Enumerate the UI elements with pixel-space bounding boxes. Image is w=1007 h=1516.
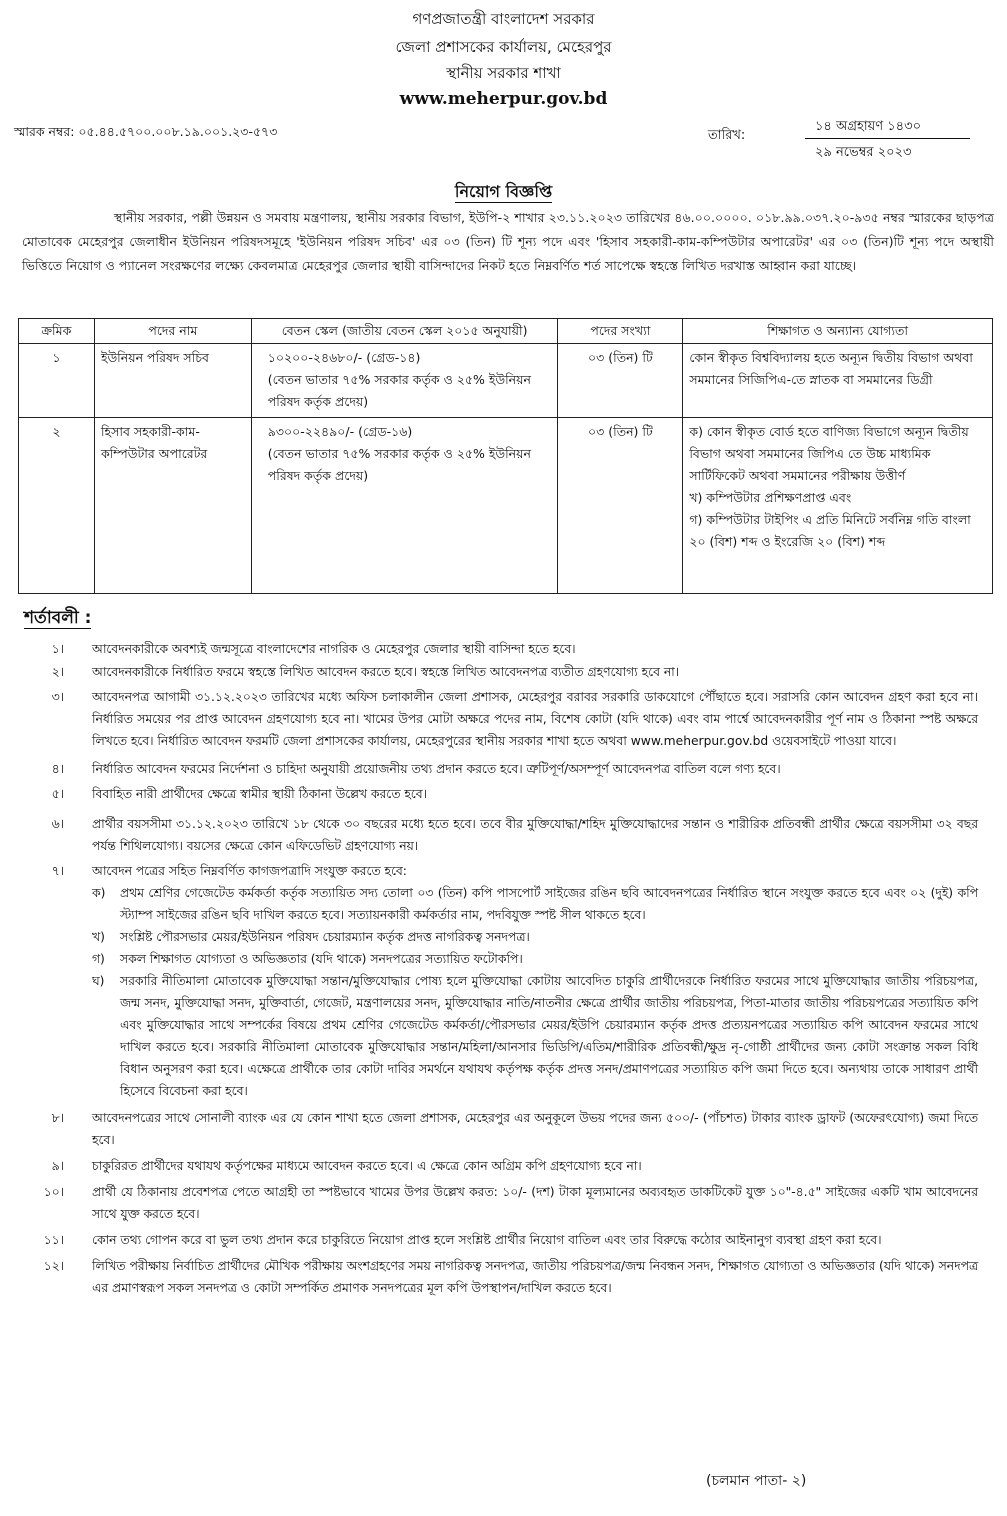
condition-text: চাকুরিরত প্রার্থীদের যথাযথ কর্তৃপক্ষের মাধ্যমে আবেদন করতে হবে। এ ক্ষেত্রে কোন অগ্রিম কপি গ্রহণযোগ্য হবে না। <box>92 1159 642 1173</box>
row-serial: ২ <box>19 418 95 594</box>
sub-condition-item <box>92 948 978 970</box>
header-scale: বেতন স্কেল (জাতীয় বেতন স্কেল ২০১৫ অনুযায়ী) <box>251 319 558 344</box>
condition-number: ২। <box>51 665 64 679</box>
condition-text: প্রার্থী যে ঠিকানায় প্রবেশপত্র পেতে আগ্রহী তা স্পষ্টভাবে খামের উপর উল্লেখ করত: ১০/- (দশ) টাকা মূল্যমানের অব্যবহৃত ডাকটিকেট যুক্ত ১০"-৪.৫" সাইজের একটি খাম আবেদনের সাথে যুক্ত করতে হবে। <box>92 1185 978 1221</box>
scale-note: (বেতন ভাতার ৭৫% সরকার কর্তৃক ও ২৫% ইউনিয়ন পরিষদ কর্তৃক প্রদেয়) <box>267 372 531 409</box>
sub-condition-number: ক) <box>92 886 106 900</box>
date-bangla: ১৪ অগ্রহায়ণ ১৪৩০ <box>815 119 922 134</box>
header-section: স্থানীয় সরকার শাখা <box>446 64 561 82</box>
row-count: ০৩ (তিন) টি <box>558 418 683 594</box>
condition-text: আবেদনপত্র আগামী ৩১.১২.২০২৩ তারিখের মধ্যে অফিস চলাকালীন জেলা প্রশাসক, মেহেরপুর বরাবর সরকারি ডাকযোগে পৌঁছাতে হবে। সরাসরি কোন আবেদন গ্রহণ করা হবে না। নির্ধারিত সময়ের পর প্রাপ্ত আবেদন গ্রহণযোগ্য হবে না। খামের উপর মোটা অক্ষরে পদের নাম, বিশেষ কোটা (যদি থাকে) এবং বাম পার্শ্বে আবেদনকারীর পূর্ণ নাম ও ঠিকানা স্পষ্ট অক্ষরে লিখতে হবে। নির্ধারিত আবেদন ফরমটি জেলা প্রশাসকের কার্যালয়, মেহেরপুরের স্থানীয় সরকার শাখা হতে অথবা www.meherpur.gov.bd ওয়েবসাইটে পাওয়া যাবে। <box>92 690 978 748</box>
condition-number: ১২। <box>43 1259 64 1273</box>
condition-item <box>30 1229 978 1251</box>
condition-text: প্রার্থীর বয়সসীমা ৩১.১২.২০২৩ তারিখে ১৮ থেকে ৩০ বছরের মধ্যে হতে হবে। তবে বীর মুক্তিযোদ্ধা/শহিদ মুক্তিযোদ্ধাদের সন্তান ও শারীরিক প্রতিবন্ধী প্রার্থীর ক্ষেত্রে বয়সসীমা ৩২ বছর পর্যন্ত শিথিলযোগ্য। বয়সের ক্ষেত্রে কোন এফিডেভিট গ্রহণযোগ্য নয়। <box>92 817 978 853</box>
condition-number: ৭। <box>51 864 64 878</box>
notice-title <box>0 179 1007 206</box>
date-english: ২৯ নভেম্বর ২০২৩ <box>815 145 912 160</box>
sub-condition-text: প্রথম শ্রেণির গেজেটেড কর্মকর্তা কর্তৃক সত্যায়িত সদ্য তোলা ০৩ (তিন) কপি পাসপোর্ট সাইজের রঙিন ছবি আবেদনপত্রের নির্ধারিত স্থানে সংযুক্ত করতে হবে এবং ০২ (দুই) কপি স্ট্যাম্প সাইজের রঙিন ছবি দাখিল করতে হবে। সত্যায়নকারী কর্মকর্তার নাম, পদবিযুক্ত স্পষ্ট সীল থাকতে হবে। <box>120 886 978 922</box>
date-divider <box>805 138 970 139</box>
condition-item <box>30 1155 978 1177</box>
condition-text: নির্ধারিত আবেদন ফরমের নির্দেশনা ও চাহিদা অনুযায়ী প্রয়োজনীয় তথ্য প্রদান করতে হবে। ত্রুটিপূর্ণ/অসম্পূর্ণ আবেদনপত্র বাতিল বলে গণ্য হবে। <box>92 762 781 776</box>
header-count: পদের সংখ্যা <box>558 319 683 344</box>
qualification-item: ক) কোন স্বীকৃত বোর্ড হতে বাণিজ্য বিভাগে অন্যূন দ্বিতীয় বিভাগ অথবা সমমানের জিপিএ তে উচ্চ মাধ্যমিক সার্টিফিকেট অথবা সমমানের পরীক্ষায় উত্তীর্ণ <box>689 424 969 483</box>
row-count: ০৩ (তিন) টি <box>558 344 683 418</box>
scale-value: ৯৩০০-২২৪৯০/- (গ্রেড-১৬) <box>267 424 413 439</box>
header-post: পদের নাম <box>94 319 251 344</box>
conditions-title-text: শর্তাবলী : <box>24 608 92 628</box>
condition-item <box>30 813 978 857</box>
condition-number: ৮। <box>51 1111 64 1125</box>
condition-item <box>30 783 978 805</box>
conditions-list <box>30 638 978 1299</box>
condition-item <box>30 1181 978 1225</box>
condition-text: বিবাহিত নারী প্রার্থীদের ক্ষেত্রে স্বামীর স্থায়ী ঠিকানা উল্লেখ করতে হবে। <box>92 787 427 801</box>
row-scale <box>251 418 558 594</box>
condition-text: আবেদনপত্রের সাথে সোনালী ব্যাংক এর যে কোন শাখা হতে জেলা প্রশাসক, মেহেরপুর এর অনুকূলে উভয় পদের জন্য ৫০০/- (পাঁচশত) টাকার ব্যাংক ড্রাফট (অফেরৎযোগ্য) জমা দিতে হবে। <box>92 1111 978 1147</box>
scale-note: (বেতন ভাতার ৭৫% সরকার কর্তৃক ও ২৫% ইউনিয়ন পরিষদ কর্তৃক প্রদেয়) <box>267 446 531 483</box>
condition-text: আবেদনকারীকে অবশ্যই জন্মসূত্রে বাংলাদেশের নাগরিক ও মেহেরপুর জেলার স্থায়ী বাসিন্দা হতে হবে। <box>92 642 576 656</box>
condition-number: ৫। <box>51 787 64 801</box>
posts-table <box>18 318 993 594</box>
notice-title-text: নিয়োগ বিজ্ঞপ্তি <box>454 182 553 201</box>
row-serial: ১ <box>19 344 95 418</box>
condition-number: ৬। <box>51 817 64 831</box>
header-office: জেলা প্রশাসকের কার্যালয়, মেহেরপুর <box>395 38 612 56</box>
row-scale <box>251 344 558 418</box>
condition-text: আবেদন পত্রের সহিত নিম্নবর্ণিত কাগজপত্রাদি সংযুক্ত করতে হবে: <box>92 864 407 878</box>
row-post: হিসাব সহকারী-কাম-কম্পিউটার অপারেটর <box>94 418 251 594</box>
sub-condition-text: সংশ্লিষ্ট পৌরসভার মেয়র/ইউনিয়ন পরিষদ চেয়ারম্যান কর্তৃক প্রদত্ত নাগরিকত্ব সনদপত্র। <box>120 930 530 944</box>
condition-text: আবেদনকারীকে নির্ধারিত ফরমে স্বহস্তে লিখিত আবেদন করতে হবে। স্বহস্তে লিখিত আবেদনপত্র ব্যতীত গ্রহণযোগ্য হবে না। <box>92 665 680 679</box>
memo-number: স্মারক নম্বর: ০৫.৪৪.৫৭০০.০০৮.১৯.০০১.২৩-৫৭৩ <box>14 124 278 139</box>
header-government: গণপ্রজাতন্ত্রী বাংলাদেশ সরকার <box>412 10 595 28</box>
condition-item <box>30 1255 978 1299</box>
qualification-item: কোন স্বীকৃত বিশ্ববিদ্যালয় হতে অন্যূন দ্বিতীয় বিভাগ অথবা সমমানের সিজিপিএ-তে স্নাতক বা সমমানের ডিগ্রী <box>689 350 973 387</box>
continued-marker: (চলমান পাতা- ২) <box>706 1473 807 1489</box>
condition-item <box>30 1107 978 1151</box>
header-website[interactable]: www.meherpur.gov.bd <box>399 89 608 109</box>
row-qualification <box>683 344 993 418</box>
sub-condition-number: খ) <box>92 930 105 944</box>
header-qualification: শিক্ষাগত ও অন্যান্য যোগ্যতা <box>683 319 993 344</box>
sub-condition-text: সকল শিক্ষাগত যোগ্যতা ও অভিজ্ঞতার (যদি থাকে) সনদপত্রের সত্যায়িত ফটোকপি। <box>120 952 523 966</box>
condition-number: ১। <box>51 642 64 656</box>
date-label: তারিখ: <box>708 128 746 143</box>
condition-item <box>30 661 978 683</box>
sub-condition-text: সরকারি নীতিমালা মোতাবেক মুক্তিযোদ্ধা সন্তান/মুক্তিযোদ্ধার পোষ্য হলে মুক্তিযোদ্ধা কোটায় আবেদিত চাকুরি প্রার্থীদেরকে নির্ধারিত ফরমের সাথে মুক্তিযোদ্ধার জাতীয় পরিচয়পত্র, জন্ম সনদ, মুক্তিযোদ্ধা সনদ, মুক্তিবার্তা, গেজেট, মন্ত্রণালয়ের সনদ, মুক্তিযোদ্ধার নাতি/নাতনীর ক্ষেত্রে প্রার্থীর জাতীয় পরিচয়পত্র, পিতা-মাতার জাতীয় পরিচয়পত্রের সত্যায়িত কপি এবং মুক্তিযোদ্ধার সাথে সম্পর্কের বিষয়ে প্রথম শ্রেণির গেজেটেড কর্মকর্তা/পৌরসভার মেয়র/ইউপি চেয়ারম্যান কর্তৃক প্রদত্ত প্রত্যয়নপত্রের সত্যায়িত কপি আবেদন ফরমের সাথে দাখিল করতে হবে। সরকারি নীতিমালা মোতাবেক মুক্তিযোদ্ধার সন্তান/মহিলা/আনসার ভিডিপি/এতিম/শারীরিক প্রতিবন্ধী/ক্ষুদ্র নৃ-গোষ্ঠী প্রার্থীদের জন্য কোটা সংক্রান্ত সকল বিধি বিধান অনুসরণ করা হবে। এক্ষেত্রে প্রার্থীকে তার কোটা দাবির সমর্থনে যথাযথ কর্তৃপক্ষ কর্তৃক প্রদত্ত সনদ/প্রমাণপত্রের সত্যায়িত কপি জমা দিতে হবে। অন্যথায় তাকে সাধারণ প্রার্থী হিসেবে বিবেচনা করা হবে। <box>120 974 978 1098</box>
table-header-row <box>19 319 993 344</box>
condition-number: ৯। <box>51 1159 64 1173</box>
row-qualification <box>683 418 993 594</box>
table-row <box>19 418 993 594</box>
condition-item <box>30 860 978 1102</box>
sub-condition-number: ঘ) <box>92 974 105 988</box>
sub-condition-number: গ) <box>92 952 105 966</box>
sub-condition-item <box>92 882 978 926</box>
header-serial: ক্রমিক <box>19 319 95 344</box>
sub-condition-item <box>92 970 978 1102</box>
condition-number: ১০। <box>43 1185 64 1199</box>
intro-paragraph <box>22 206 994 278</box>
condition-number: ৩। <box>51 690 64 704</box>
condition-item <box>30 758 978 780</box>
scale-value: ১০২০০-২৪৬৮০/- (গ্রেড-১৪) <box>267 350 421 365</box>
table-row <box>19 344 993 418</box>
intro-text: স্থানীয় সরকার, পল্লী উন্নয়ন ও সমবায় মন্ত্রণালয়, স্থানীয় সরকার বিভাগ, ইউপি-২ শাখার ২৩.১১.২০২৩ তারিখের ৪৬.০০.০০০০. ০১৮.৯৯.০৩৭.২০-৯৩৫ নম্বর স্মারকের ছাড়পত্র মোতাবেক মেহেরপুর জেলাধীন ইউনিয়ন পরিষদসমূহে 'ইউনিয়ন পরিষদ সচিব' এর ০৩ (তিন) টি শূন্য পদে এবং 'হিসাব সহকারী-কাম-কম্পিউটার অপারেটর' এর ০৩ (তিন)টি শূন্য পদে অস্থায়ী ভিত্তিতে নিয়োগ ও প্যানেল সংরক্ষণের লক্ষ্যে কেবলমাত্র মেহেরপুর জেলার স্থায়ী বাসিন্দাদের নিকট হতে নিম্নবর্ণিত শর্ত সাপেক্ষে স্বহস্তে লিখিত দরখাস্ত আহ্বান করা যাচ্ছে। <box>22 210 994 273</box>
condition-item <box>30 686 978 752</box>
qualification-item: গ) কম্পিউটার টাইপিং এ প্রতি মিনিটে সর্বনিম্ন গতি বাংলা ২০ (বিশ) শব্দ ও ইংরেজি ২০ (বিশ) শব্দ <box>689 512 971 549</box>
sub-condition-item <box>92 926 978 948</box>
condition-number: ১১। <box>43 1233 64 1247</box>
row-post: ইউনিয়ন পরিষদ সচিব <box>94 344 251 418</box>
condition-text: লিখিত পরীক্ষায় নির্বাচিত প্রার্থীদের মৌখিক পরীক্ষায় অংশগ্রহণের সময় নাগরিকত্ব সনদপত্র, জাতীয় পরিচয়পত্র/জন্ম নিবন্ধন সনদ, শিক্ষাগত যোগ্যতা ও অভিজ্ঞতার (যদি থাকে) সনদপত্র এর প্রমাণস্বরূপ সকল সনদপত্র ও কোটা সম্পর্কিত প্রমাণক সনদপত্রের মূল কপি উপস্থাপন/দাখিল করতে হবে। <box>92 1259 978 1295</box>
condition-number: ৪। <box>51 762 64 776</box>
condition-item <box>30 638 978 660</box>
condition-text: কোন তথ্য গোপন করে বা ভুল তথ্য প্রদান করে চাকুরিতে নিয়োগ প্রাপ্ত হলে সংশ্লিষ্ট প্রার্থীর নিয়োগ বাতিল এবং তার বিরুদ্ধে কঠোর আইনানুগ ব্যবস্থা গ্রহণ করা হবে। <box>92 1233 882 1247</box>
conditions-title <box>24 605 91 633</box>
qualification-item: খ) কম্পিউটার প্রশিক্ষণপ্রাপ্ত এবং <box>689 490 852 505</box>
